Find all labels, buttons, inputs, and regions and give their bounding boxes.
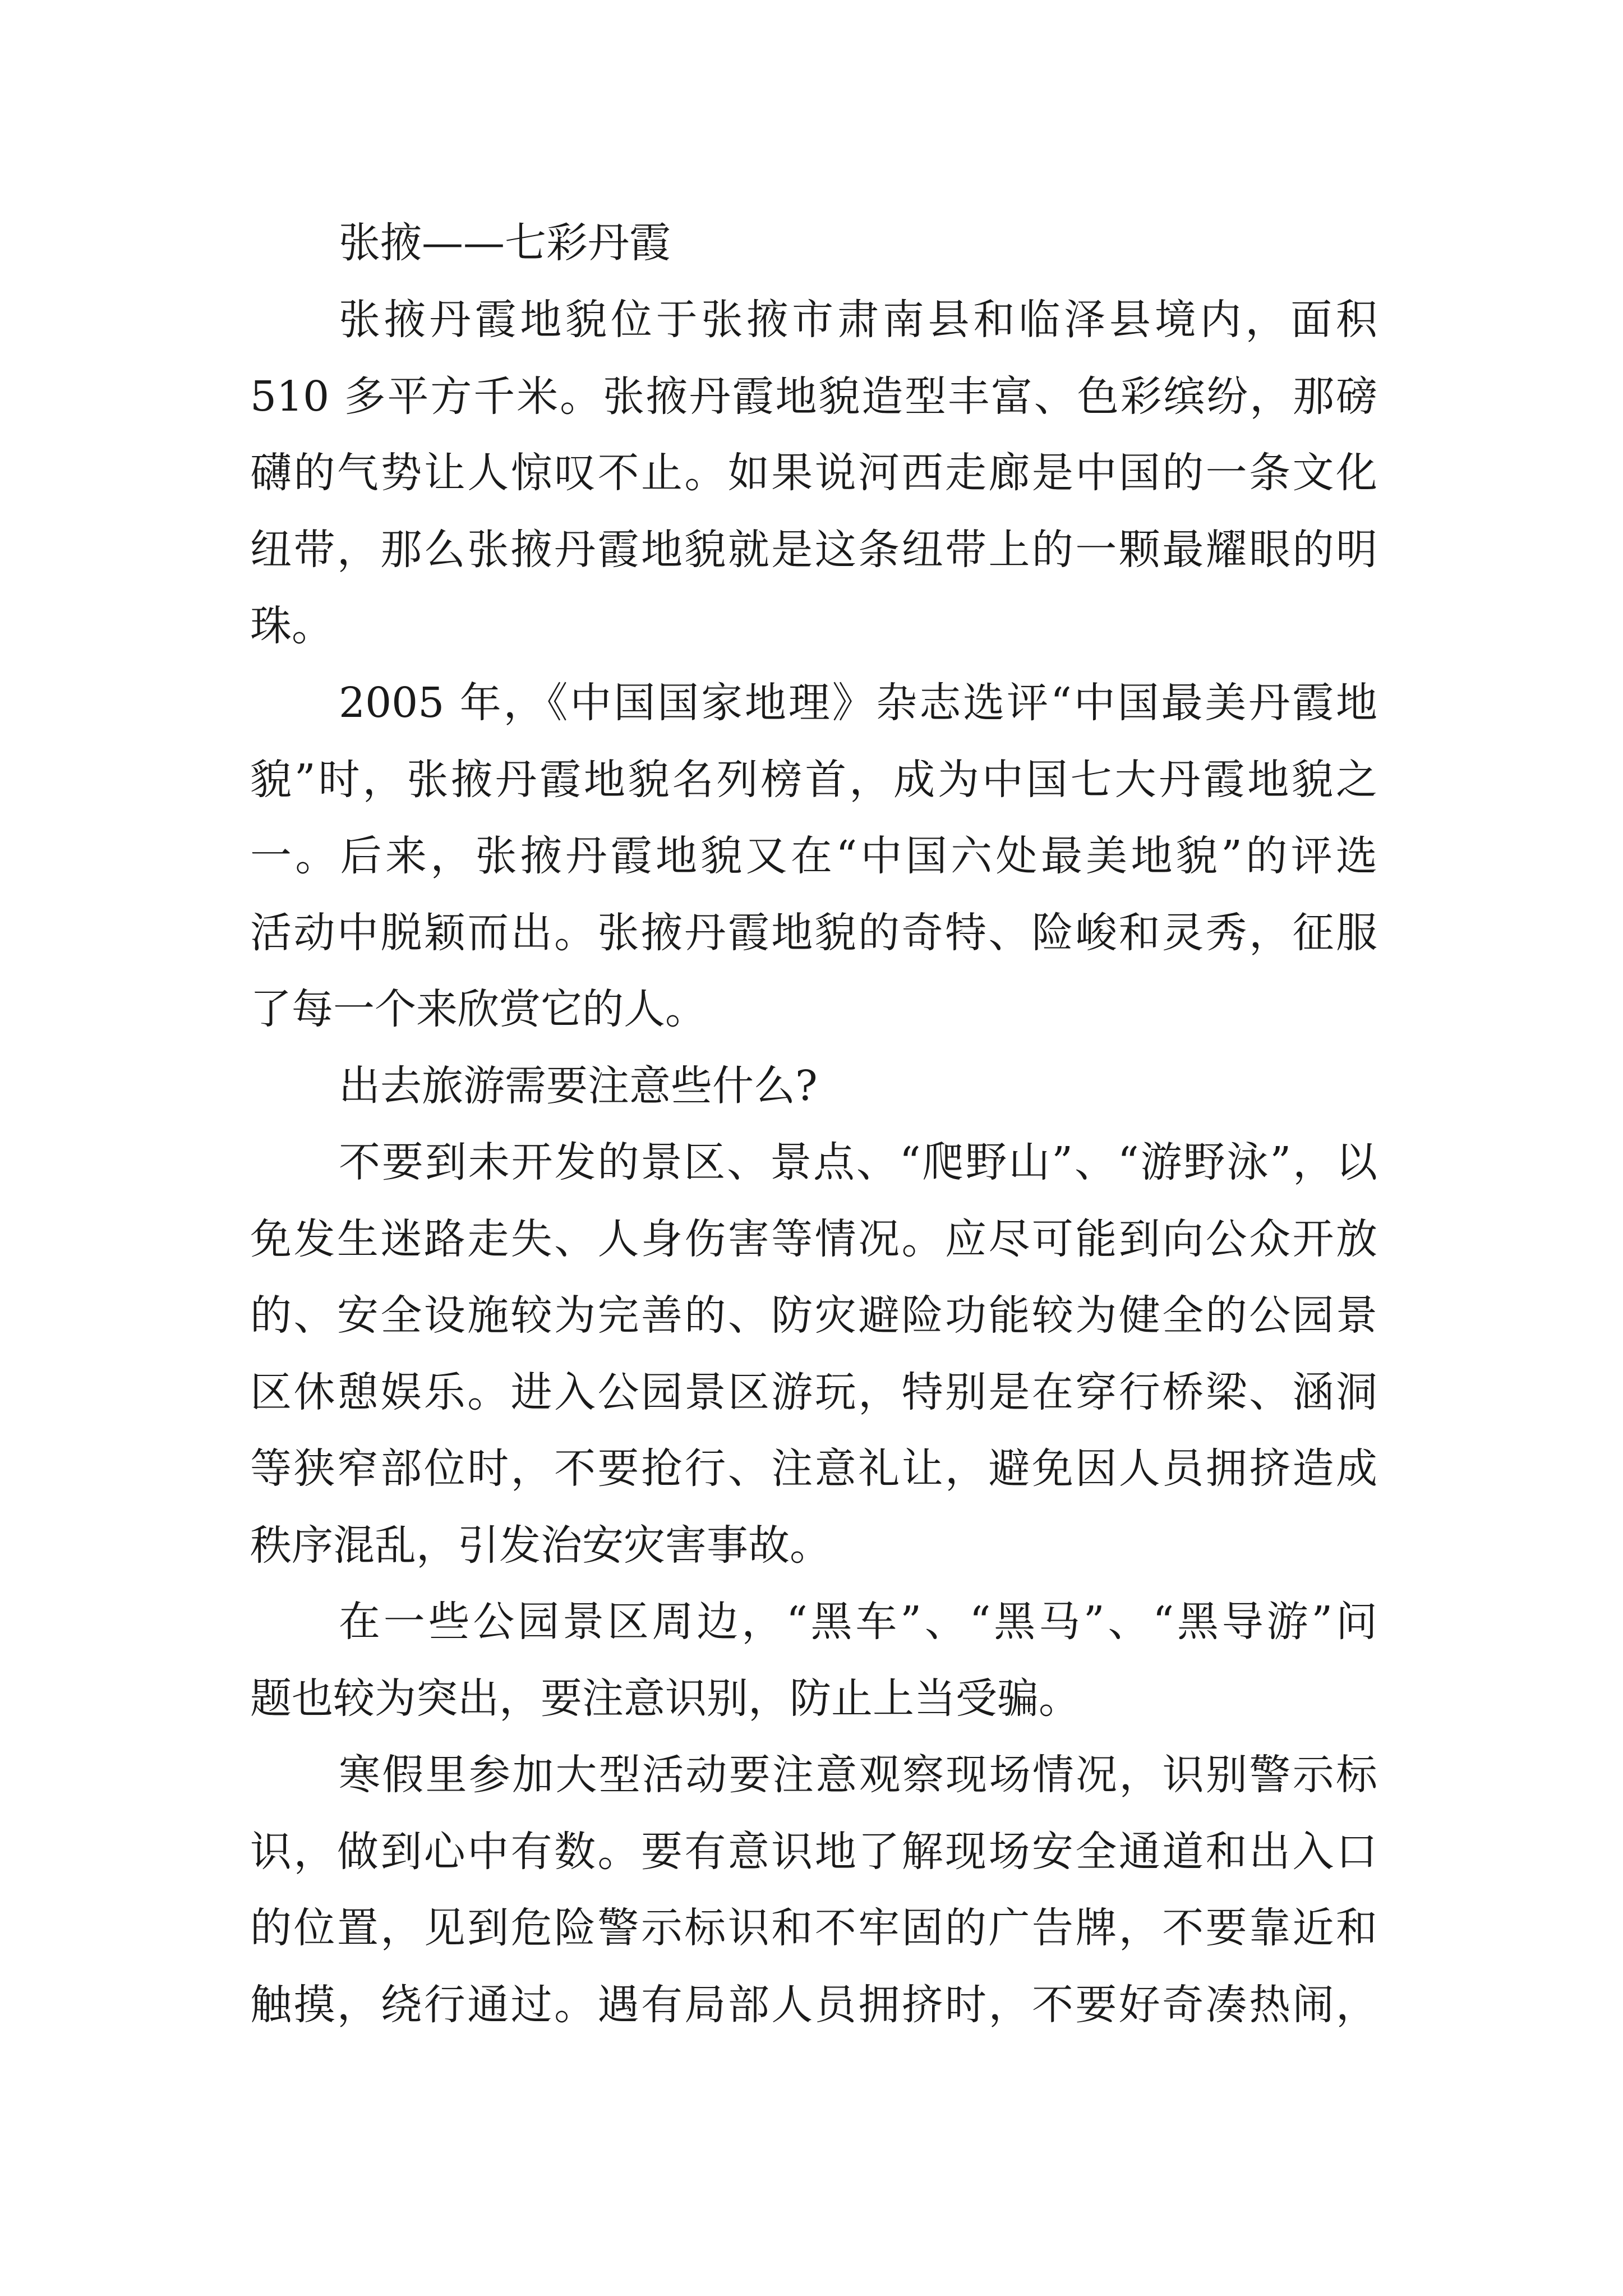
text-line: 区休憩娱乐。进入公园景区游玩，特别是在穿行桥梁、涵洞 [250,1368,1377,1416]
text-line: 纽带，那么张掖丹霞地貌就是这条纽带上的一颗最耀眼的明 [250,526,1377,574]
section-heading: 出去旅游需要注意些什么? [339,1062,818,1110]
text-line: 等狭窄部位时，不要抢行、注意礼让，避免因人员拥挤造成 [250,1444,1377,1493]
text-line: 题也较为突出，要注意识别，防止上当受骗。 [250,1674,1080,1723]
text-line: 寒假里参加大型活动要注意观察现场情况，识别警示标 [339,1751,1377,1799]
text-line: 一。后来，张掖丹霞地貌又在“中国六处最美地貌”的评选 [250,832,1377,880]
text-line: 张掖丹霞地貌位于张掖市肃南县和临泽县境内，面积 [339,296,1377,344]
text-line: 礴的气势让人惊叹不止。如果说河西走廊是中国的一条文化 [250,449,1377,497]
text-line: 在一些公园景区周边，“黑车”、“黑马”、“黑导游”问 [339,1598,1377,1646]
text-line: 的位置，见到危险警示标识和不牢固的广告牌，不要靠近和 [250,1904,1377,1952]
text-line: 活动中脱颖而出。张掖丹霞地貌的奇特、险峻和灵秀，征服 [250,909,1377,957]
text-line: 的、安全设施较为完善的、防灾避险功能较为健全的公园景 [250,1291,1377,1340]
section-title: 张掖——七彩丹霞 [339,219,671,267]
text-line: 触摸，绕行通过。遇有局部人员拥挤时，不要好奇凑热闹， [250,1981,1377,2029]
text-line: 识，做到心中有数。要有意识地了解现场安全通道和出入口 [250,1828,1377,1876]
text-line: 了每一个来欣赏它的人。 [250,985,707,1033]
text-line: 2005 年，《中国国家地理》杂志选评“中国最美丹霞地 [339,679,1377,727]
text-line: 秩序混乱，引发治安灾害事故。 [250,1521,831,1570]
text-line: 珠。 [250,602,333,650]
text-line: 不要到未开发的景区、景点、“爬野山”、“游野泳”，以 [339,1138,1377,1186]
text-line: 貌”时，张掖丹霞地貌名列榜首，成为中国七大丹霞地貌之 [250,756,1377,804]
text-line: 510 多平方千米。张掖丹霞地貌造型丰富、色彩缤纷，那磅 [250,372,1377,421]
text-line: 免发生迷路走失、人身伤害等情况。应尽可能到向公众开放 [250,1215,1377,1263]
